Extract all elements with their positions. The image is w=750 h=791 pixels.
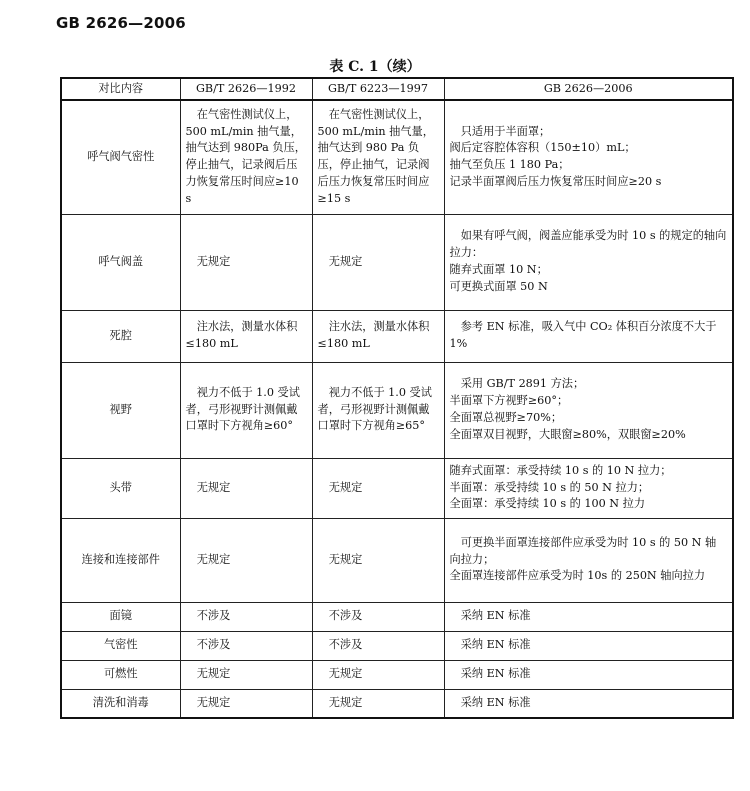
gb1992-cell: 无规定 [180, 660, 312, 689]
gb2006-cell: 采纳 EN 标准 [444, 660, 733, 689]
table-header-row [61, 78, 733, 100]
document-header: GB 2626—2006 [56, 14, 186, 32]
gb1997-cell: 无规定 [312, 660, 444, 689]
cell-text: 注水法，测量水体积≤180 mL [317, 320, 430, 350]
gb1997-cell [312, 362, 444, 458]
gb1992-cell [180, 100, 312, 214]
gb1997-cell [312, 310, 444, 362]
table-title: 表 C. 1（续） [329, 59, 421, 75]
row-item: 呼气阀气密性 [61, 100, 180, 214]
table-row [61, 100, 733, 214]
gb1992-cell: 无规定 [180, 458, 312, 518]
row-item: 可燃性 [61, 660, 180, 689]
gb1992-cell: 无规定 [180, 689, 312, 718]
gb1992-cell: 不涉及 [180, 602, 312, 631]
gb2006-cell [444, 362, 733, 458]
gb2006-cell [444, 214, 733, 310]
cell-text: 只适用于半面罩； 阀后定容腔体容积（150±10）mL； 抽气至负压 1 180 Pa； 记录半面罩阀后压力恢复常压时间应≥20 s [449, 124, 662, 189]
table-row [61, 362, 733, 458]
gb2006-cell: 采纳 EN 标准 [444, 631, 733, 660]
cell-text: 注水法，测量水体积≤180 mL [185, 320, 298, 350]
table-row [61, 458, 733, 518]
gb1997-cell: 无规定 [312, 458, 444, 518]
cell-text: 参考 EN 标准，吸入气中 CO₂ 体积百分浓度不大于 1% [449, 320, 717, 350]
row-item: 面镜 [61, 602, 180, 631]
cell-text: 采用 GB/T 2891 方法； 半面罩下方视野≥60°； 全面罩总视野≥70%； 全面罩双目视野，大眼窗≥80%，双眼窗≥20% [449, 377, 686, 441]
gb1997-cell [312, 100, 444, 214]
row-item: 气密性 [61, 631, 180, 660]
table-row [61, 602, 733, 631]
row-item: 头带 [61, 458, 180, 518]
gb2006-cell [444, 518, 733, 602]
cell-text: 随弃式面罩：承受持续 10 s 的 10 N 拉力； 半面罩：承受持续 10 s 的 50 N 拉力； 全面罩：承受持续 10 s 的 100 N 拉力 [449, 463, 672, 511]
gb2006-cell [444, 310, 733, 362]
gb1997-cell: 无规定 [312, 518, 444, 602]
column-header: GB/T 6223—1997 [312, 78, 444, 100]
cell-text: 在气密性测试仪上，500 mL/min 抽气量，抽气达到 980 Pa 负压，停止抽气，记录阀后压力恢复常压时间应≥15 s [317, 107, 434, 205]
column-header: 对比内容 [61, 78, 180, 100]
table-row [61, 518, 733, 602]
gb2006-cell: 采纳 EN 标准 [444, 602, 733, 631]
gb1992-cell [180, 310, 312, 362]
row-item: 死腔 [61, 310, 180, 362]
table-row [61, 214, 733, 310]
gb2006-cell: 采纳 EN 标准 [444, 689, 733, 718]
row-item: 连接和连接部件 [61, 518, 180, 602]
gb2006-cell [444, 458, 733, 518]
gb1992-cell [180, 362, 312, 458]
comparison-table [60, 77, 734, 719]
gb1992-cell: 无规定 [180, 518, 312, 602]
row-item: 呼气阀盖 [61, 214, 180, 310]
gb1997-cell: 无规定 [312, 214, 444, 310]
gb1992-cell: 不涉及 [180, 631, 312, 660]
gb1997-cell: 不涉及 [312, 631, 444, 660]
column-header: GB 2626—2006 [444, 78, 733, 100]
table-row [61, 631, 733, 660]
table-row [61, 660, 733, 689]
cell-text: 如果有呼气阀，阀盖应能承受为时 10 s 的规定的轴向拉力： 随弃式面罩 10 N； 可更换式面罩 50 N [449, 229, 727, 293]
table-row [61, 310, 733, 362]
gb1997-cell: 不涉及 [312, 602, 444, 631]
gb2006-cell [444, 100, 733, 214]
cell-text: 可更换半面罩连接部件应承受为时 10 s 的 50 N 轴向拉力； 全面罩连接部件应承受为时 10s 的 250N 轴向拉力 [449, 535, 717, 583]
column-header: GB/T 2626—1992 [180, 78, 312, 100]
row-item: 视野 [61, 362, 180, 458]
table-row [61, 689, 733, 718]
cell-text: 视力不低于 1.0 受试者，弓形视野计测佩戴口罩时下方视角≥60° [185, 385, 300, 433]
cell-text: 视力不低于 1.0 受试者，弓形视野计测佩戴口罩时下方视角≥65° [317, 385, 432, 433]
gb1997-cell: 无规定 [312, 689, 444, 718]
row-item: 清洗和消毒 [61, 689, 180, 718]
gb1992-cell: 无规定 [180, 214, 312, 310]
cell-text: 在气密性测试仪上，500 mL/min 抽气量，抽气达到 980Pa 负压，停止抽气，记录阀后压力恢复常压时间应≥10 s [185, 107, 306, 205]
